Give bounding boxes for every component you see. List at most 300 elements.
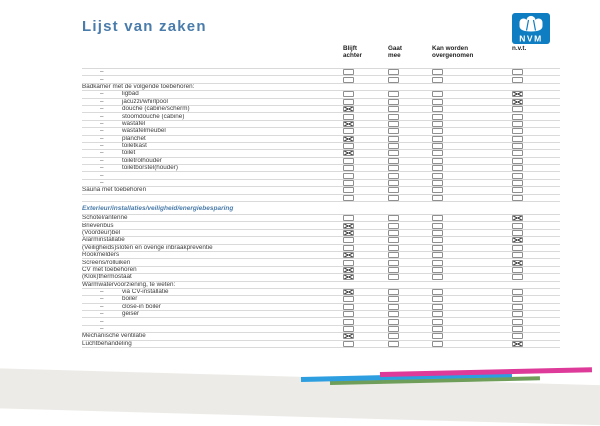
row-label <box>82 296 343 302</box>
checkbox-nvt[interactable] <box>512 304 523 310</box>
checkbox-cell-blijft-achter <box>343 245 388 251</box>
dash-bullet: – <box>100 143 104 150</box>
checkbox-gaat-mee[interactable] <box>388 223 399 229</box>
checkbox-gaat-mee[interactable] <box>388 341 399 347</box>
row-label <box>82 114 343 120</box>
checkbox-cell-gaat-mee <box>388 106 432 112</box>
tulip-icon <box>512 13 550 44</box>
checkbox-cell-gaat-mee <box>388 267 432 273</box>
row-label <box>82 223 343 229</box>
nvm-logo-text: NVM <box>519 33 543 44</box>
checkbox-kan-worden-overgenomen[interactable] <box>432 180 443 186</box>
checkbox-kan-worden-overgenomen[interactable] <box>432 296 443 302</box>
checkbox-blijft-achter[interactable] <box>343 230 354 236</box>
checkbox-cell-gaat-mee <box>388 165 432 171</box>
checkbox-cell-gaat-mee <box>388 128 432 134</box>
row-label-text: geiser <box>122 311 140 318</box>
row-label <box>82 136 343 142</box>
row-label <box>82 230 343 236</box>
checkbox-kan-worden-overgenomen[interactable] <box>432 252 443 258</box>
checkbox-kan-worden-overgenomen[interactable] <box>432 319 443 325</box>
checkbox-nvt[interactable] <box>512 165 523 171</box>
checkbox-cell-blijft-achter <box>343 267 388 273</box>
checkbox-blijft-achter[interactable] <box>343 223 354 229</box>
checkbox-blijft-achter[interactable] <box>343 106 354 112</box>
checkbox-cell-nvt <box>512 165 560 171</box>
checkbox-gaat-mee[interactable] <box>388 289 399 295</box>
row-label-text: Alarminstallatie <box>82 237 125 244</box>
checkbox-cell-nvt <box>512 99 560 105</box>
dash-bullet: – <box>100 289 104 296</box>
checkbox-gaat-mee[interactable] <box>388 99 399 105</box>
checkbox-cell-nvt <box>512 128 560 134</box>
table-row <box>82 158 560 165</box>
table-row <box>82 333 560 340</box>
table-row <box>82 230 560 237</box>
checkbox-kan-worden-overgenomen[interactable] <box>432 69 443 75</box>
checkbox-cell-nvt <box>512 326 560 332</box>
checkbox-cell-kan-worden-overgenomen <box>432 237 512 243</box>
checkbox-blijft-achter[interactable] <box>343 187 354 193</box>
checkbox-kan-worden-overgenomen[interactable] <box>432 99 443 105</box>
checkbox-cell-kan-worden-overgenomen <box>432 326 512 332</box>
row-label <box>82 143 343 149</box>
checkbox-cell-nvt <box>512 341 560 347</box>
checkbox-kan-worden-overgenomen[interactable] <box>432 304 443 310</box>
checkbox-gaat-mee[interactable] <box>388 326 399 332</box>
checkbox-kan-worden-overgenomen[interactable] <box>432 267 443 273</box>
checkbox-blijft-achter[interactable] <box>343 304 354 310</box>
row-label <box>82 311 343 317</box>
checkbox-gaat-mee[interactable] <box>388 128 399 134</box>
checkbox-gaat-mee[interactable] <box>388 215 399 221</box>
checkbox-gaat-mee[interactable] <box>388 187 399 193</box>
checkbox-gaat-mee[interactable] <box>388 230 399 236</box>
checkbox-cell-nvt <box>512 173 560 179</box>
checkbox-cell-blijft-achter <box>343 215 388 221</box>
column-header-spacer <box>82 45 343 59</box>
dash-bullet: – <box>100 69 104 76</box>
checkbox-cell-kan-worden-overgenomen <box>432 289 512 295</box>
table-row <box>82 180 560 187</box>
checkbox-nvt[interactable] <box>512 187 523 193</box>
checkbox-nvt[interactable] <box>512 69 523 75</box>
row-label-text: Mechanische ventilatie <box>82 333 146 340</box>
checkbox-kan-worden-overgenomen[interactable] <box>432 150 443 156</box>
row-label-text: toiletrolhouder <box>122 157 162 164</box>
dash-bullet: – <box>100 165 104 172</box>
checkbox-blijft-achter[interactable] <box>343 215 354 221</box>
row-label-text: (Klok)thermostaat <box>82 274 132 281</box>
row-label <box>82 150 343 156</box>
checkbox-gaat-mee[interactable] <box>388 136 399 142</box>
checkbox-blijft-achter[interactable] <box>343 195 354 201</box>
table-row <box>82 245 560 252</box>
checkbox-nvt[interactable] <box>512 91 523 97</box>
checkbox-blijft-achter[interactable] <box>343 341 354 347</box>
checkbox-blijft-achter[interactable] <box>343 289 354 295</box>
checkbox-cell-blijft-achter <box>343 187 388 193</box>
checkbox-cell-kan-worden-overgenomen <box>432 274 512 280</box>
table-row <box>82 267 560 274</box>
checkbox-blijft-achter[interactable] <box>343 333 354 339</box>
checkbox-nvt[interactable] <box>512 150 523 156</box>
checkbox-gaat-mee[interactable] <box>388 333 399 339</box>
checkbox-kan-worden-overgenomen[interactable] <box>432 333 443 339</box>
checkbox-cell-gaat-mee <box>388 143 432 149</box>
checkbox-gaat-mee[interactable] <box>388 296 399 302</box>
checkbox-nvt[interactable] <box>512 143 523 149</box>
checkbox-nvt[interactable] <box>512 319 523 325</box>
checkbox-kan-worden-overgenomen[interactable] <box>432 77 443 83</box>
checkbox-kan-worden-overgenomen[interactable] <box>432 106 443 112</box>
checkbox-cell-kan-worden-overgenomen <box>432 91 512 97</box>
row-label <box>82 84 343 90</box>
row-label <box>82 128 343 134</box>
checkbox-cell-gaat-mee <box>388 311 432 317</box>
checkbox-kan-worden-overgenomen[interactable] <box>432 165 443 171</box>
checkbox-gaat-mee[interactable] <box>388 91 399 97</box>
checkbox-cell-nvt <box>512 143 560 149</box>
checkbox-blijft-achter[interactable] <box>343 274 354 280</box>
row-label <box>82 187 343 193</box>
checkbox-cell-kan-worden-overgenomen <box>432 319 512 325</box>
checkbox-cell-nvt <box>512 195 560 201</box>
checkbox-cell-blijft-achter <box>343 77 388 83</box>
checkbox-nvt[interactable] <box>512 326 523 332</box>
checkbox-kan-worden-overgenomen[interactable] <box>432 260 443 266</box>
checkbox-cell-kan-worden-overgenomen <box>432 252 512 258</box>
checkbox-blijft-achter[interactable] <box>343 121 354 127</box>
checkbox-cell-gaat-mee <box>388 260 432 266</box>
dash-bullet: – <box>100 172 104 179</box>
checkbox-cell-gaat-mee <box>388 91 432 97</box>
checkbox-gaat-mee[interactable] <box>388 245 399 251</box>
checkbox-kan-worden-overgenomen[interactable] <box>432 158 443 164</box>
checkbox-blijft-achter[interactable] <box>343 114 354 120</box>
checkbox-cell-gaat-mee <box>388 69 432 75</box>
page-title: Lijst van zaken <box>82 18 207 35</box>
checkbox-blijft-achter[interactable] <box>343 158 354 164</box>
checkbox-cell-gaat-mee <box>388 326 432 332</box>
checkbox-kan-worden-overgenomen[interactable] <box>432 326 443 332</box>
row-label <box>82 173 343 179</box>
checkbox-gaat-mee[interactable] <box>388 252 399 258</box>
checkbox-cell-blijft-achter <box>343 136 388 142</box>
row-label-text: Sauna met toebehoren <box>82 187 147 194</box>
checkbox-cell-nvt <box>512 252 560 258</box>
row-label-text: CV met toebehoren <box>82 266 137 273</box>
checkbox-blijft-achter[interactable] <box>343 245 354 251</box>
checkbox-kan-worden-overgenomen[interactable] <box>432 187 443 193</box>
table-row <box>82 195 560 202</box>
checkbox-blijft-achter[interactable] <box>343 296 354 302</box>
checkbox-cell-kan-worden-overgenomen <box>432 245 512 251</box>
checkbox-blijft-achter[interactable] <box>343 165 354 171</box>
checkbox-nvt[interactable] <box>512 274 523 280</box>
checkbox-kan-worden-overgenomen[interactable] <box>432 136 443 142</box>
checkbox-blijft-achter[interactable] <box>343 143 354 149</box>
checkbox-cell-nvt <box>512 69 560 75</box>
checkbox-cell-blijft-achter <box>343 121 388 127</box>
checkbox-cell-nvt <box>512 223 560 229</box>
table-row <box>82 252 560 259</box>
checkbox-cell-gaat-mee <box>388 215 432 221</box>
checkbox-cell-blijft-achter <box>343 296 388 302</box>
dash-bullet: – <box>100 135 104 142</box>
checkbox-nvt[interactable] <box>512 114 523 120</box>
checkbox-cell-gaat-mee <box>388 180 432 186</box>
checkbox-cell-nvt <box>512 289 560 295</box>
checkbox-nvt[interactable] <box>512 223 523 229</box>
checkbox-blijft-achter[interactable] <box>343 77 354 83</box>
table-row <box>82 106 560 113</box>
column-headers <box>82 45 560 59</box>
checkbox-cell-gaat-mee <box>388 150 432 156</box>
checkbox-cell-blijft-achter <box>343 91 388 97</box>
checkbox-cell-kan-worden-overgenomen <box>432 304 512 310</box>
checkbox-gaat-mee[interactable] <box>388 150 399 156</box>
table-row <box>82 136 560 143</box>
checkbox-blijft-achter[interactable] <box>343 136 354 142</box>
checkbox-gaat-mee[interactable] <box>388 106 399 112</box>
table-row <box>82 143 560 150</box>
checkbox-kan-worden-overgenomen[interactable] <box>432 215 443 221</box>
dash-bullet: – <box>100 318 104 325</box>
table-row <box>82 222 560 229</box>
checkbox-gaat-mee[interactable] <box>388 195 399 201</box>
dash-bullet: – <box>100 76 104 83</box>
checkbox-cell-nvt <box>512 304 560 310</box>
checkbox-nvt[interactable] <box>512 173 523 179</box>
checkbox-nvt[interactable] <box>512 260 523 266</box>
row-label-text: toiletkast <box>122 143 147 150</box>
checkbox-kan-worden-overgenomen[interactable] <box>432 91 443 97</box>
checkbox-blijft-achter[interactable] <box>343 326 354 332</box>
checkbox-nvt[interactable] <box>512 289 523 295</box>
checkbox-kan-worden-overgenomen[interactable] <box>432 289 443 295</box>
checkbox-gaat-mee[interactable] <box>388 158 399 164</box>
checkbox-cell-nvt <box>512 187 560 193</box>
checkbox-cell-gaat-mee <box>388 296 432 302</box>
checkbox-blijft-achter[interactable] <box>343 91 354 97</box>
row-label <box>82 274 343 280</box>
column-header-blijft-achter: Blijft achter <box>343 45 362 59</box>
checkbox-blijft-achter[interactable] <box>343 260 354 266</box>
dash-bullet: – <box>100 296 104 303</box>
checkbox-nvt[interactable] <box>512 333 523 339</box>
checkbox-gaat-mee[interactable] <box>388 114 399 120</box>
checkbox-blijft-achter[interactable] <box>343 180 354 186</box>
table-row <box>82 289 560 296</box>
checkbox-gaat-mee[interactable] <box>388 267 399 273</box>
row-label <box>82 282 343 288</box>
checkbox-cell-kan-worden-overgenomen <box>432 114 512 120</box>
checkbox-kan-worden-overgenomen[interactable] <box>432 195 443 201</box>
checkbox-kan-worden-overgenomen[interactable] <box>432 245 443 251</box>
checkbox-cell-blijft-achter <box>343 341 388 347</box>
checkbox-cell-nvt <box>512 260 560 266</box>
row-label-text: via CV-installatie <box>122 289 169 296</box>
checkbox-gaat-mee[interactable] <box>388 311 399 317</box>
row-label-text: toiletborstel(houder) <box>122 165 179 172</box>
checkbox-cell-nvt <box>512 267 560 273</box>
row-label <box>82 326 343 332</box>
dash-bullet: – <box>100 326 104 333</box>
checkbox-cell-blijft-achter <box>343 173 388 179</box>
row-label <box>82 319 343 325</box>
checkbox-blijft-achter[interactable] <box>343 128 354 134</box>
row-label-text: (Voordeur)bel <box>82 229 121 236</box>
checkbox-cell-gaat-mee <box>388 99 432 105</box>
checkbox-kan-worden-overgenomen[interactable] <box>432 311 443 317</box>
checkbox-nvt[interactable] <box>512 296 523 302</box>
dash-bullet: – <box>100 106 104 113</box>
checkbox-cell-gaat-mee <box>388 245 432 251</box>
checkbox-nvt[interactable] <box>512 245 523 251</box>
checkbox-cell-kan-worden-overgenomen <box>432 296 512 302</box>
checkbox-cell-nvt <box>512 215 560 221</box>
dash-bullet: – <box>100 98 104 105</box>
checkbox-nvt[interactable] <box>512 106 523 112</box>
checkbox-gaat-mee[interactable] <box>388 121 399 127</box>
checkbox-blijft-achter[interactable] <box>343 252 354 258</box>
checkbox-blijft-achter[interactable] <box>343 319 354 325</box>
checkbox-gaat-mee[interactable] <box>388 237 399 243</box>
checkbox-cell-kan-worden-overgenomen <box>432 260 512 266</box>
checkbox-kan-worden-overgenomen[interactable] <box>432 274 443 280</box>
table-row <box>82 99 560 106</box>
row-label <box>82 77 343 83</box>
checkbox-gaat-mee[interactable] <box>388 260 399 266</box>
items-table-interior <box>82 68 560 202</box>
checkbox-nvt[interactable] <box>512 341 523 347</box>
checkbox-cell-blijft-achter <box>343 237 388 243</box>
row-label-text: Luchtbehandeling <box>82 340 132 347</box>
checkbox-cell-gaat-mee <box>388 274 432 280</box>
checkbox-nvt[interactable] <box>512 77 523 83</box>
row-label-text: jacuzzi/whirlpool <box>122 98 168 105</box>
checkbox-nvt[interactable] <box>512 230 523 236</box>
checkbox-nvt[interactable] <box>512 215 523 221</box>
checkbox-blijft-achter[interactable] <box>343 173 354 179</box>
row-label <box>82 341 343 347</box>
checkbox-cell-blijft-achter <box>343 165 388 171</box>
checkbox-cell-kan-worden-overgenomen <box>432 77 512 83</box>
checkbox-gaat-mee[interactable] <box>388 143 399 149</box>
checkbox-kan-worden-overgenomen[interactable] <box>432 237 443 243</box>
checkbox-nvt[interactable] <box>512 99 523 105</box>
checkbox-cell-gaat-mee <box>388 114 432 120</box>
checkbox-kan-worden-overgenomen[interactable] <box>432 114 443 120</box>
row-label <box>82 237 343 243</box>
checkbox-nvt[interactable] <box>512 252 523 258</box>
checkbox-cell-kan-worden-overgenomen <box>432 180 512 186</box>
checkbox-nvt[interactable] <box>512 158 523 164</box>
checkbox-gaat-mee[interactable] <box>388 173 399 179</box>
dash-bullet: – <box>100 157 104 164</box>
row-label <box>82 158 343 164</box>
table-row-subheader <box>82 84 560 91</box>
checkbox-cell-blijft-achter <box>343 230 388 236</box>
checkbox-gaat-mee[interactable] <box>388 69 399 75</box>
table-row-subheader <box>82 282 560 289</box>
checkbox-blijft-achter[interactable] <box>343 69 354 75</box>
checkbox-kan-worden-overgenomen[interactable] <box>432 121 443 127</box>
table-row <box>82 69 560 76</box>
row-label <box>82 69 343 75</box>
checkbox-blijft-achter[interactable] <box>343 267 354 273</box>
checkbox-nvt[interactable] <box>512 121 523 127</box>
checkbox-cell-gaat-mee <box>388 173 432 179</box>
checkbox-cell-blijft-achter <box>343 289 388 295</box>
checkbox-kan-worden-overgenomen[interactable] <box>432 223 443 229</box>
row-label <box>82 260 343 266</box>
table-row <box>82 172 560 179</box>
checkbox-kan-worden-overgenomen[interactable] <box>432 341 443 347</box>
checkbox-kan-worden-overgenomen[interactable] <box>432 143 443 149</box>
checkbox-gaat-mee[interactable] <box>388 165 399 171</box>
checkbox-nvt[interactable] <box>512 237 523 243</box>
checkbox-cell-blijft-achter <box>343 128 388 134</box>
checkbox-gaat-mee[interactable] <box>388 77 399 83</box>
checkbox-cell-kan-worden-overgenomen <box>432 143 512 149</box>
checkbox-blijft-achter[interactable] <box>343 150 354 156</box>
section-heading-exterieur: Exterieur/installaties/veiligheid/energiebesparing <box>82 205 234 212</box>
checkbox-nvt[interactable] <box>512 128 523 134</box>
checkbox-blijft-achter[interactable] <box>343 99 354 105</box>
checkbox-blijft-achter[interactable] <box>343 237 354 243</box>
column-header-nvt: n.v.t. <box>512 45 527 52</box>
checkbox-cell-gaat-mee <box>388 230 432 236</box>
row-label <box>82 106 343 112</box>
checkbox-nvt[interactable] <box>512 267 523 273</box>
checkbox-nvt[interactable] <box>512 311 523 317</box>
checkbox-nvt[interactable] <box>512 195 523 201</box>
row-label-text: Badkamer met de volgende toebehoren: <box>82 83 195 90</box>
dash-bullet: – <box>100 91 104 98</box>
checkbox-gaat-mee[interactable] <box>388 304 399 310</box>
nvm-logo <box>512 13 550 44</box>
checkbox-kan-worden-overgenomen[interactable] <box>432 173 443 179</box>
table-row <box>82 274 560 281</box>
row-label-text: Brievenbus <box>82 222 114 229</box>
row-label <box>82 165 343 171</box>
checkbox-nvt[interactable] <box>512 180 523 186</box>
checkbox-gaat-mee[interactable] <box>388 319 399 325</box>
checkbox-kan-worden-overgenomen[interactable] <box>432 128 443 134</box>
row-label <box>82 304 343 310</box>
checkbox-cell-kan-worden-overgenomen <box>432 99 512 105</box>
checkbox-cell-nvt <box>512 311 560 317</box>
checkbox-cell-nvt <box>512 91 560 97</box>
checkbox-cell-blijft-achter <box>343 311 388 317</box>
table-row <box>82 304 560 311</box>
checkbox-cell-blijft-achter <box>343 326 388 332</box>
checkbox-gaat-mee[interactable] <box>388 274 399 280</box>
column-header-kan-worden-overgenomen: Kan worden overgenomen <box>432 45 474 59</box>
row-label <box>82 215 343 221</box>
checkbox-cell-nvt <box>512 77 560 83</box>
checkbox-blijft-achter[interactable] <box>343 311 354 317</box>
checkbox-cell-gaat-mee <box>388 223 432 229</box>
checkbox-nvt[interactable] <box>512 136 523 142</box>
checkbox-cell-nvt <box>512 333 560 339</box>
checkbox-gaat-mee[interactable] <box>388 180 399 186</box>
checkbox-cell-nvt <box>512 158 560 164</box>
checkbox-cell-nvt <box>512 150 560 156</box>
checkbox-kan-worden-overgenomen[interactable] <box>432 230 443 236</box>
